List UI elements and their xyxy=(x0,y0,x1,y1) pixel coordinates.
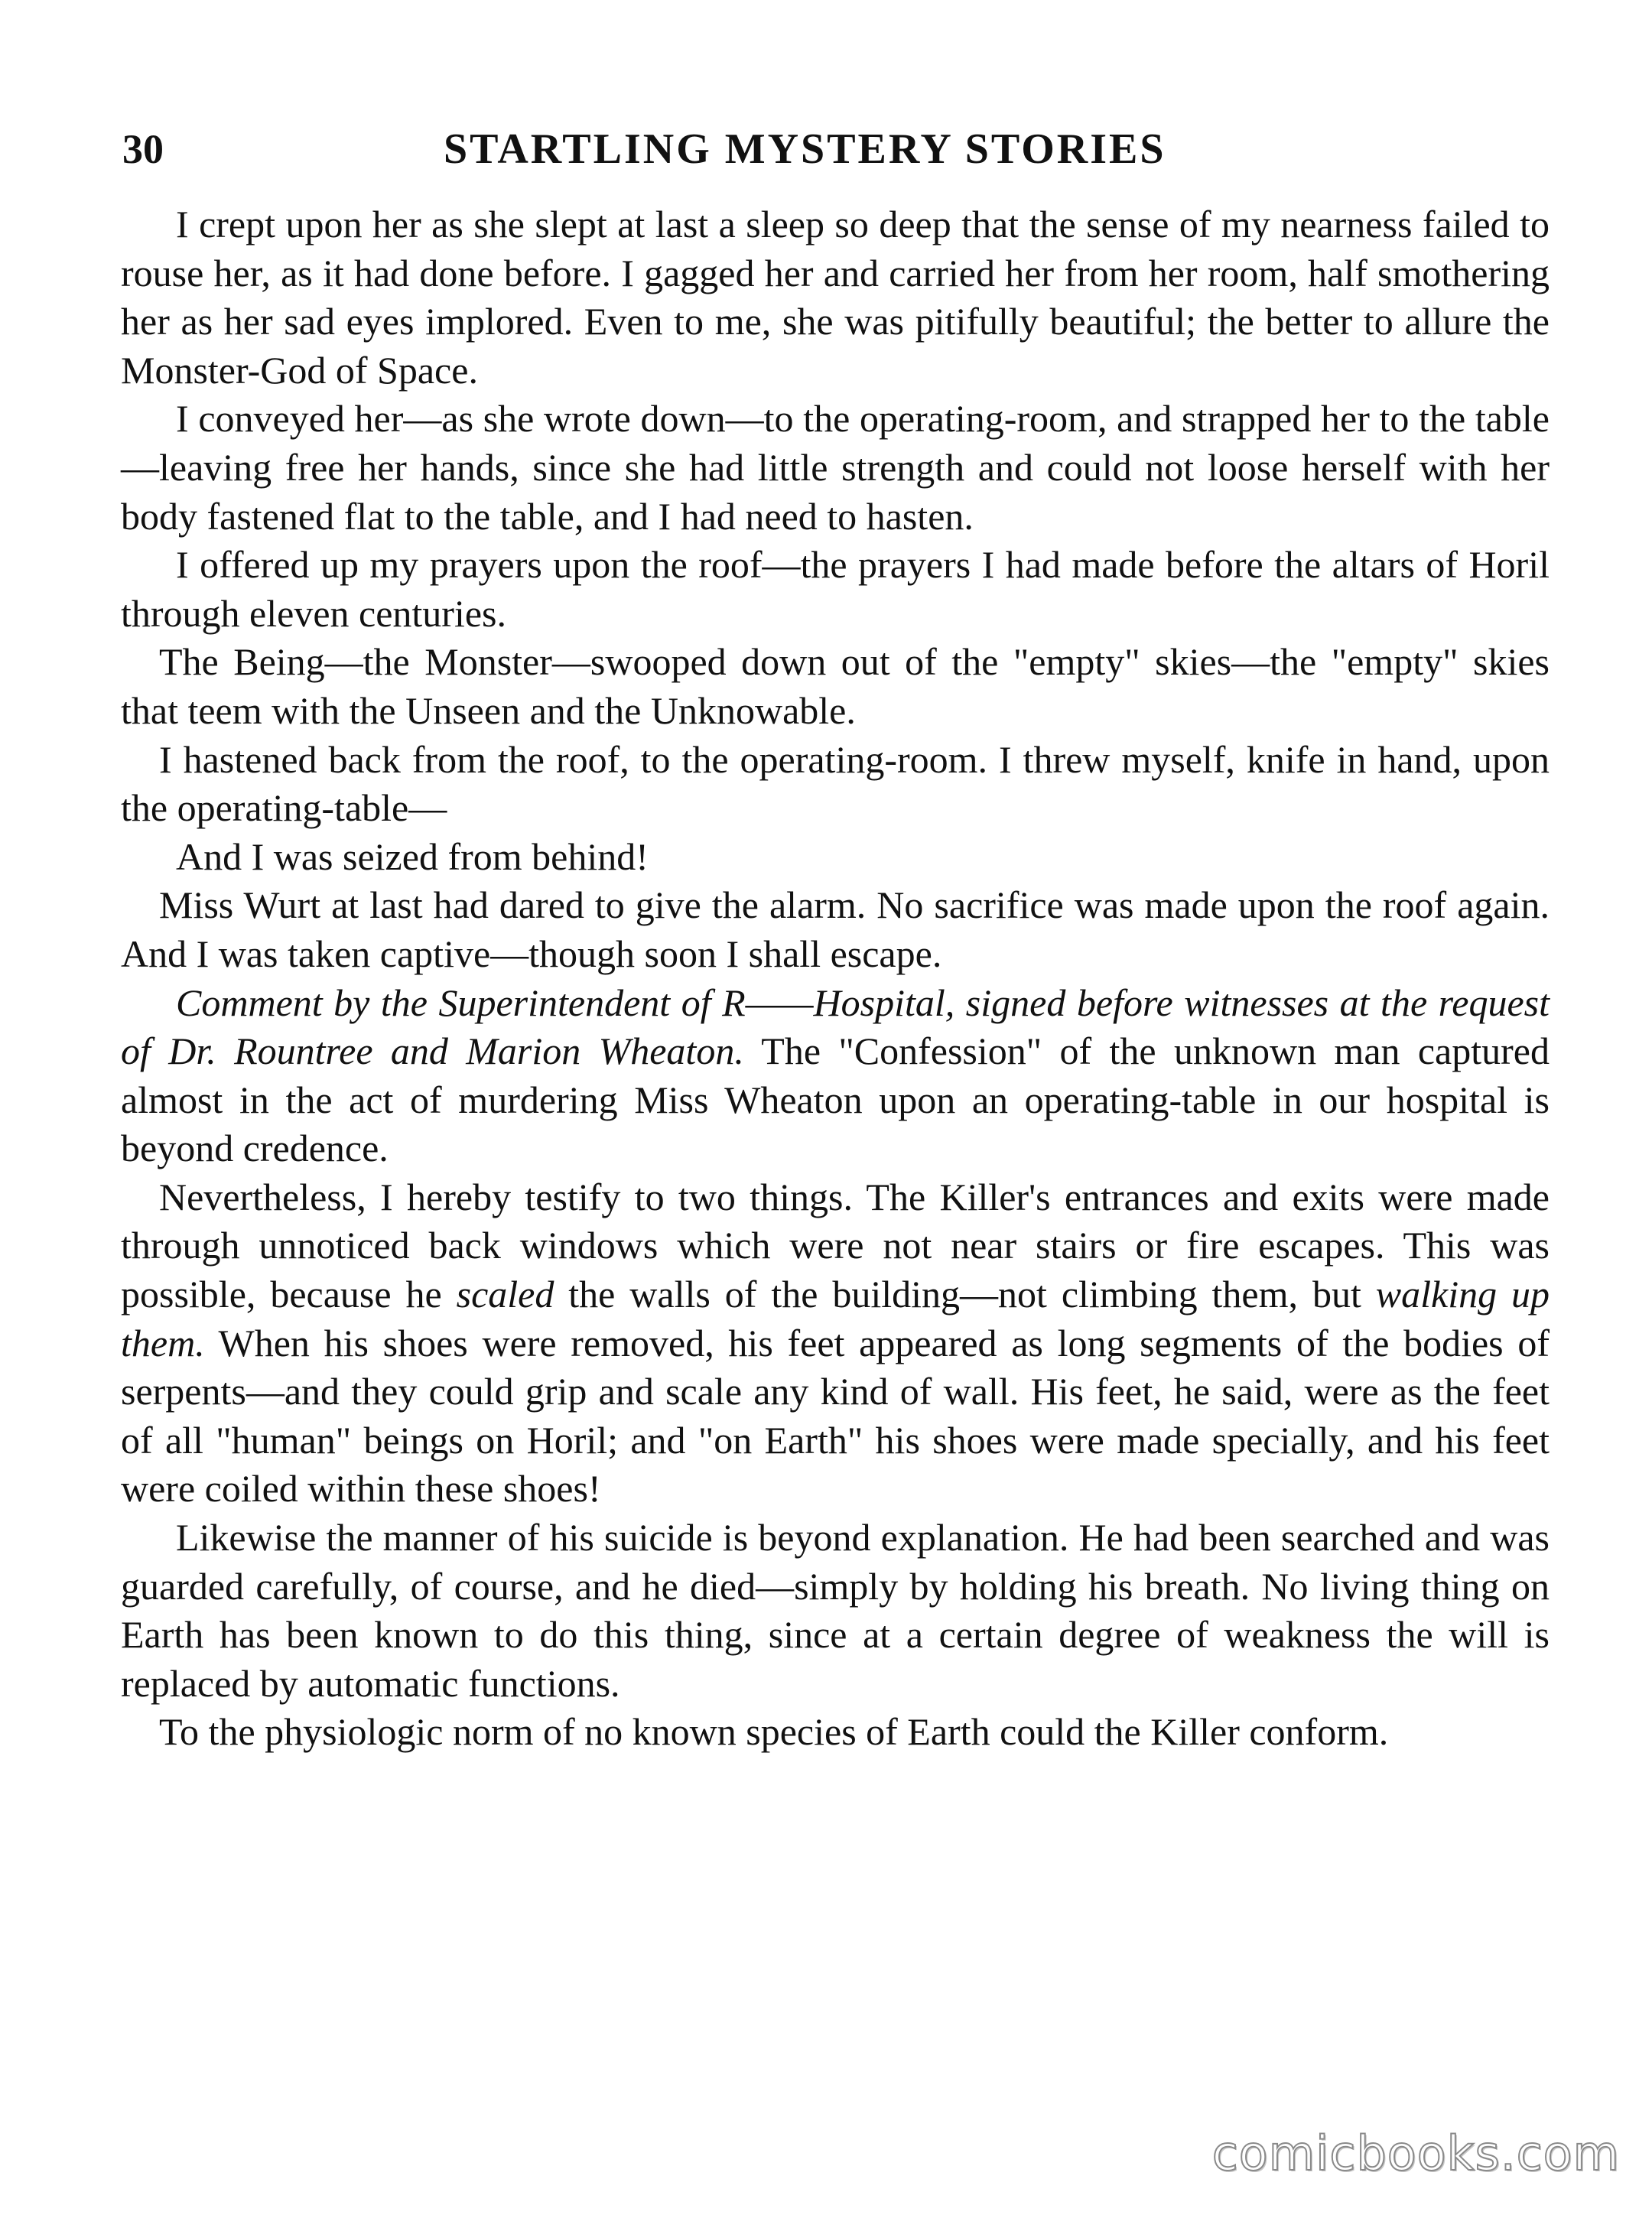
testimony-part-2: the walls of the building—not climbing them, but xyxy=(568,1273,1361,1316)
paragraph-monster-swoop: The Being—the Monster—swooped down out of the "empty" skies—the "empty" skies that teem with the Unseen and the Unknowable. xyxy=(121,640,1550,732)
paragraph-alarm: Miss Wurt at last had dared to give the alarm. No sacrifice was made upon the roof again. And I was taken captive—though soon I shall escape. xyxy=(121,883,1550,975)
story-text xyxy=(121,200,1550,1757)
paragraph-gagging: I crept upon her as she slept at last a sleep so deep that the sense of my nearness failed to rouse her, as it had done before. I gagged her and carried her from her room, half smothering her as her sad eyes implored. Even to me, she was pitifully beautiful; the better to allure the Monster-God of Space. xyxy=(121,203,1550,392)
testimony-part-3: When his shoes were removed, his feet appeared as long segments of the bodies of serpents—and they could grip and scale any kind of wall. His feet, he said, were as the feet of all "human" beings on Horil; and "on Earth" his shoes were made specially, and his feet were coiled within these shoes! xyxy=(121,1321,1550,1511)
running-head: STARTLING MYSTERY STORIES xyxy=(444,125,1166,173)
testimony-part-1: Nevertheless, I hereby testify to two things. The Killer's entrances and exits were made through unnoticed back windows which were not near stairs or fire escapes. This was possible, because he xyxy=(121,1175,1550,1316)
paragraph-hastened-back: I hastened back from the roof, to the operating-room. I threw myself, knife in hand, upon the operating-table— xyxy=(121,737,1550,830)
site-watermark: comicbooks.com xyxy=(1211,2125,1620,2181)
page-header xyxy=(122,115,1545,184)
paragraph-operating-room: I conveyed her—as she wrote down—to the operating-room, and strapped her to the table—leaving free her hands, since she had little strength and could not loose herself with her body fastened flat to the table, and I had need to hasten. xyxy=(121,397,1550,538)
page-number: 30 xyxy=(122,126,164,172)
paragraph-prayers: I offered up my prayers upon the roof—the prayers I had made before the altars of Horil through eleven centuries. xyxy=(121,543,1550,635)
comment-statement: The "Confession" of the unknown man captured almost in the act of murdering Miss Wheaton upon an operating-table in our hospital is beyond credence. xyxy=(121,1029,1550,1170)
paragraph-testimony xyxy=(121,1173,1550,1514)
emphasis-walking-up-them: walking up them. xyxy=(121,1273,1550,1364)
paragraph-suicide: Likewise the manner of his suicide is beyond explanation. He had been searched and was guarded carefully, of course, and he died—simply by holding his breath. No living thing on Earth has been known to do this thing, since at a certain degree of weakness the will is replaced by automatic functions. xyxy=(121,1516,1550,1705)
comment-attribution: Comment by the Superintendent of R——Hospital, signed before witnesses at the request of Dr. Rountree and Marion Wheaton. xyxy=(121,981,1550,1073)
paragraph-physiologic-norm: To the physiologic norm of no known species of Earth could the Killer conform. xyxy=(159,1710,1389,1754)
emphasis-scaled: scaled xyxy=(456,1273,554,1316)
paragraph-seized: And I was seized from behind! xyxy=(176,834,649,878)
paragraph-superintendent-comment xyxy=(121,979,1550,1173)
